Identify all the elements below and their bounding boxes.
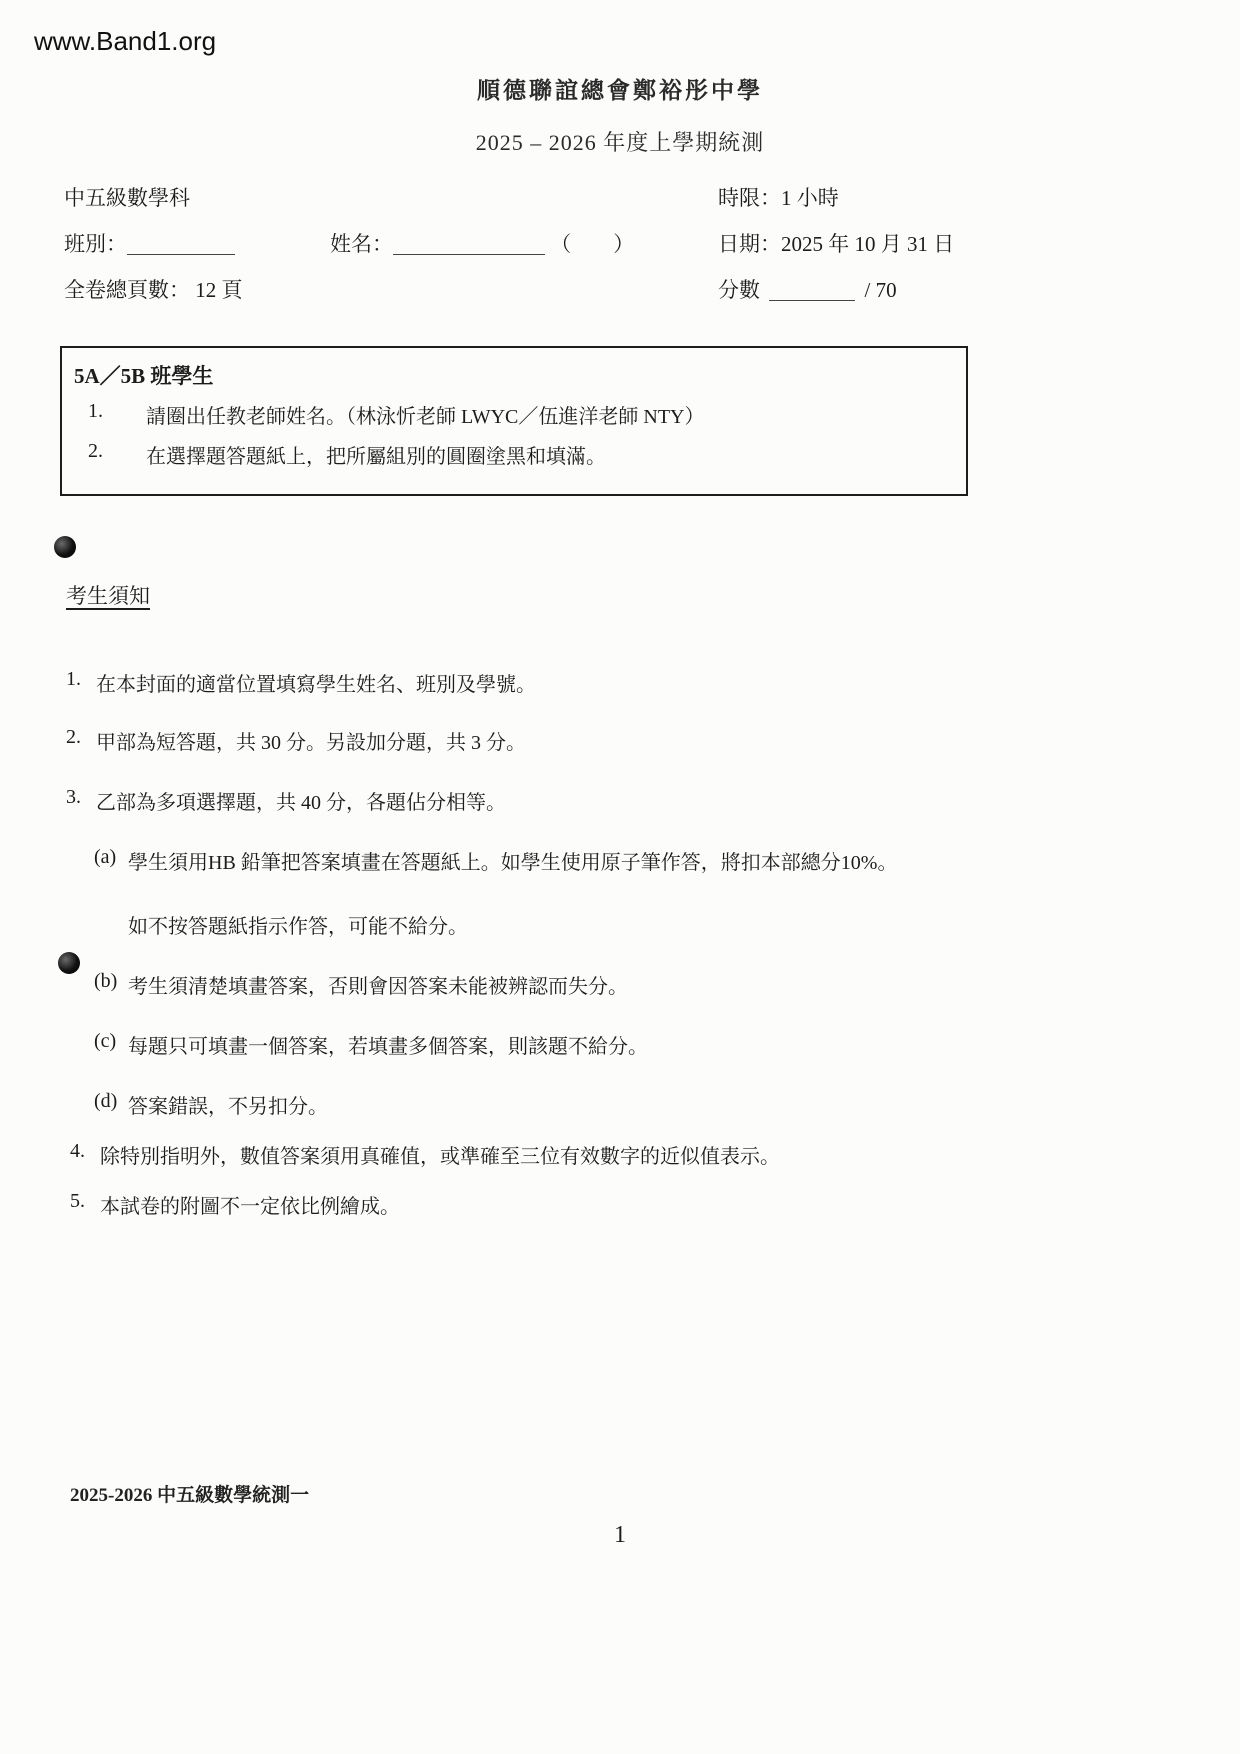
date-label: 日期：2025 年 10 月 31 日 [718, 232, 955, 256]
sub-item-text: 每題只可填畫一個答案，若填畫多個答案，則該題不給分。 [128, 1036, 648, 1058]
sub-item-letter: (b) [94, 970, 118, 992]
score-row [718, 274, 897, 304]
hole-punch-mark-icon [54, 536, 76, 558]
notice-item-text: 在選擇題答題紙上，把所屬組別的圓圈塗黑和填滿。 [146, 446, 606, 468]
notice-item-number: 1. [88, 400, 103, 422]
name-label: 姓名： [330, 232, 393, 256]
page-number: 1 [614, 1522, 626, 1548]
name-blank [393, 232, 545, 255]
class-label: 班別： [64, 232, 127, 256]
sub-item-letter: (a) [94, 846, 117, 868]
instruction-text: 甲部為短答題，共 30 分。另設加分題，共 3 分。 [96, 732, 526, 754]
site-watermark: www.Band1.org [34, 26, 217, 56]
instructions-title: 考生須知 [66, 584, 150, 608]
score-label: 分數 [718, 278, 760, 302]
instruction-sub-item [94, 1090, 328, 1119]
notice-item-1 [88, 400, 705, 429]
name-row [330, 228, 634, 258]
time-limit-label: 時限：1 小時 [718, 186, 839, 210]
instruction-number: 3. [66, 786, 81, 808]
sub-item-text: 考生須清楚填畫答案，否則會因答案未能被辨認而失分。 [128, 976, 628, 998]
instruction-text: 除特別指明外，數值答案須用真確值，或準確至三位有效數字的近似值表示。 [100, 1146, 780, 1168]
instruction-number: 2. [66, 726, 81, 748]
sub-item-letter: (d) [94, 1090, 118, 1112]
notice-box-title: 5A／5B 班學生 [74, 364, 214, 388]
instruction-number: 1. [66, 668, 81, 690]
score-blank [769, 278, 855, 301]
sub-item-text: 如不按答題紙指示作答，可能不給分。 [128, 916, 468, 938]
school-name: 順德聯誼總會鄭裕彤中學 [477, 78, 763, 103]
class-notice-box [60, 346, 968, 496]
sub-item-text: 答案錯誤，不另扣分。 [128, 1096, 328, 1118]
notice-item-number: 2. [88, 440, 103, 462]
name-paren: （ ） [550, 232, 635, 256]
notice-item-2 [88, 440, 606, 469]
instruction-item [66, 726, 526, 755]
instruction-sub-item-continuation [128, 910, 468, 939]
instruction-text: 在本封面的適當位置填寫學生姓名、班別及學號。 [96, 674, 536, 696]
score-total: / 70 [864, 278, 897, 302]
total-pages-label: 全卷總頁數： 12 頁 [64, 278, 243, 302]
instruction-item [66, 668, 536, 697]
instruction-number: 4. [70, 1140, 85, 1162]
instruction-sub-item [94, 1030, 648, 1059]
instruction-sub-item [94, 970, 628, 999]
class-row [64, 228, 235, 258]
notice-item-text: 請圈出任教老師姓名。（林泳忻老師 LWYC／伍進洋老師 NTY） [146, 406, 705, 428]
instruction-text: 乙部為多項選擇題，共 40 分，各題佔分相等。 [96, 792, 506, 814]
subject-label: 中五級數學科 [64, 186, 190, 210]
exam-title: 2025 – 2026 年度上學期統測 [475, 130, 765, 155]
document-id: 2025-2026 中五級數學統測一 [70, 1485, 310, 1506]
instruction-text: 本試卷的附圖不一定依比例繪成。 [100, 1196, 400, 1218]
instruction-number: 5. [70, 1190, 85, 1212]
instruction-item [66, 786, 506, 815]
instruction-item [70, 1140, 780, 1169]
sub-item-text: 學生須用HB 鉛筆把答案填畫在答題紙上。如學生使用原子筆作答，將扣本部總分10%。 [128, 852, 898, 874]
instruction-item [70, 1190, 400, 1219]
class-blank [127, 232, 235, 255]
hole-punch-mark-icon [58, 952, 80, 974]
instruction-sub-item [94, 846, 897, 875]
sub-item-letter: (c) [94, 1030, 117, 1052]
